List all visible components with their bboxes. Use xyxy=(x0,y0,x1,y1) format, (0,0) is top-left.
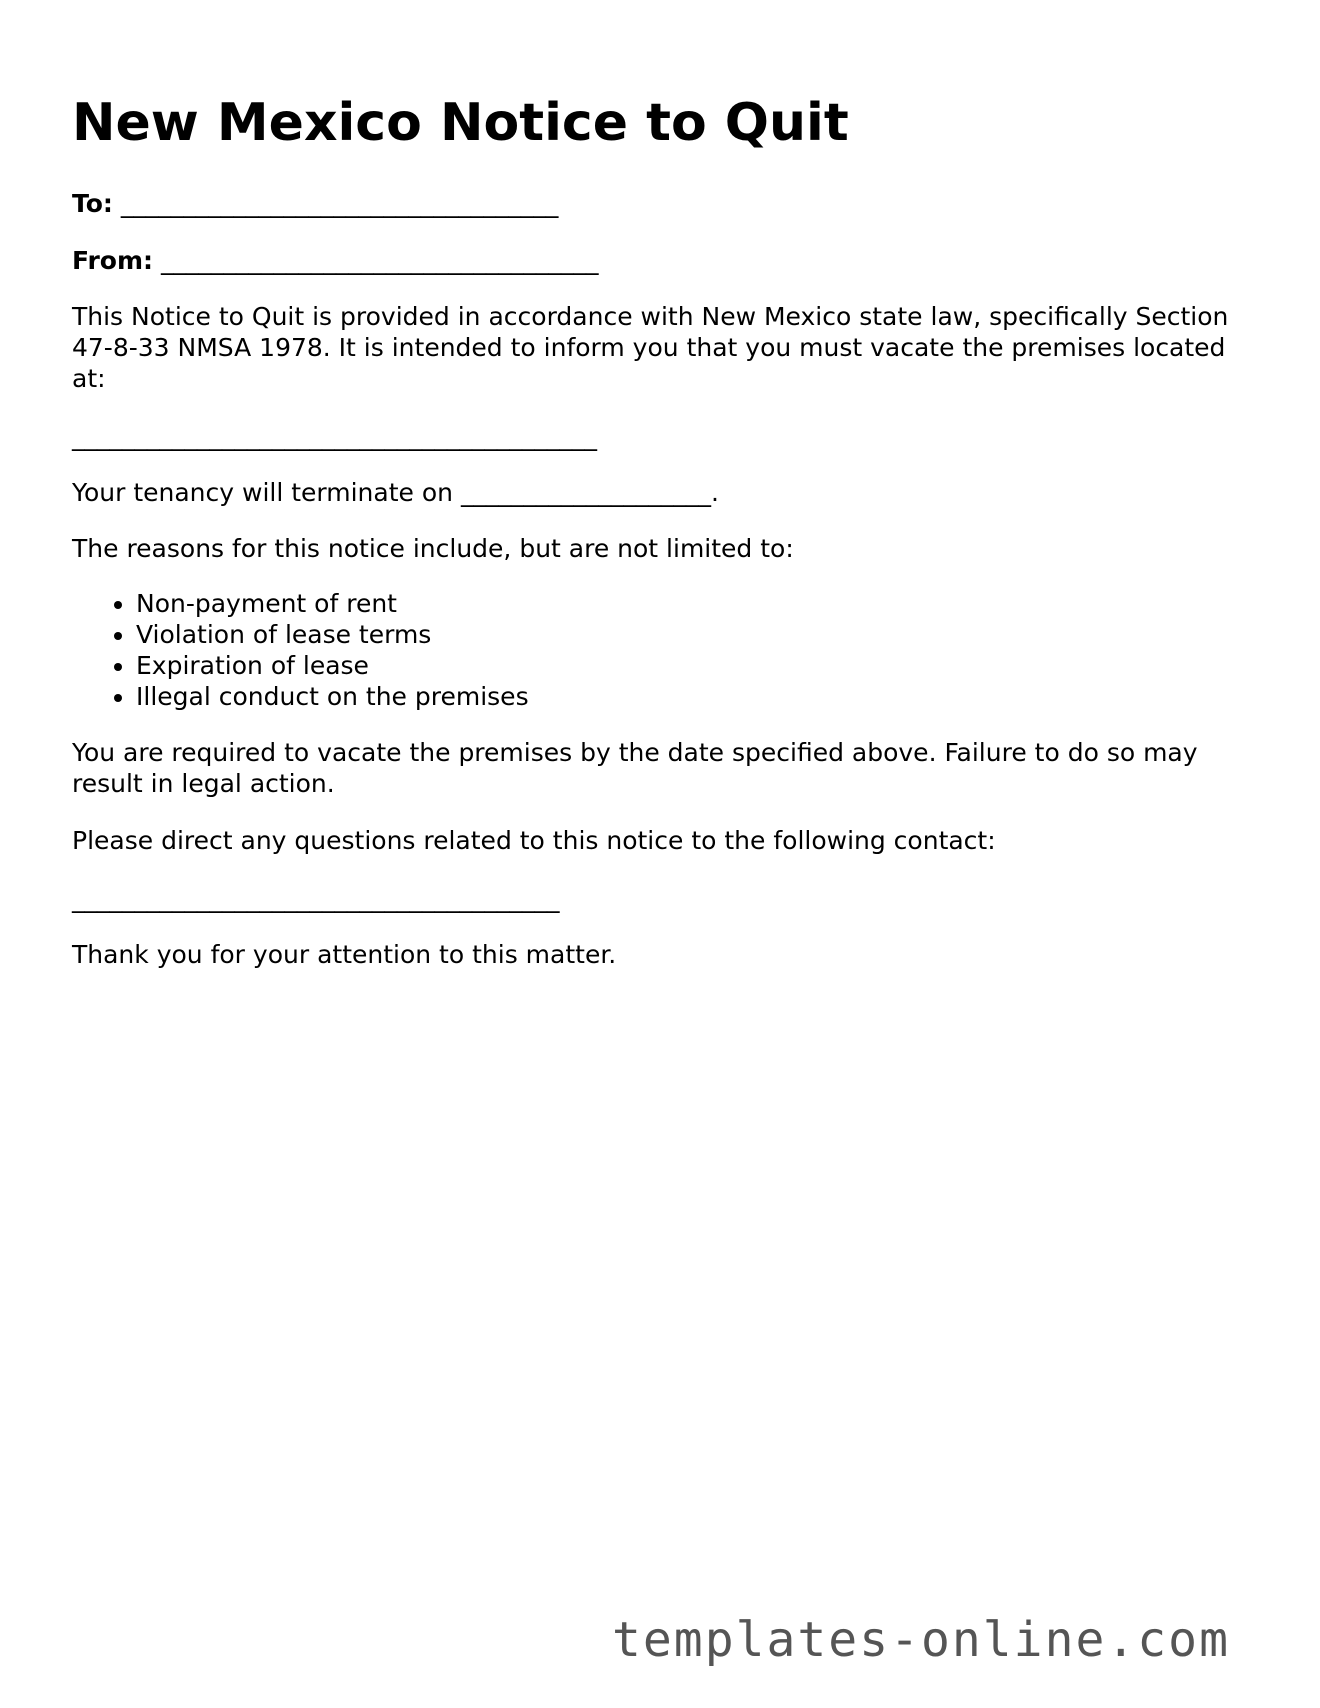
reasons-list xyxy=(72,588,529,712)
termination-date-blank[interactable]: ____________________ xyxy=(460,478,711,507)
from-label: From: xyxy=(72,246,154,275)
closing-line: Thank you for your attention to this matter. xyxy=(72,940,617,969)
termination-suffix: . xyxy=(710,478,719,507)
list-item: • Non-payment of rent xyxy=(136,588,529,619)
termination-line xyxy=(72,477,719,508)
from-line xyxy=(72,245,598,276)
contact-blank[interactable]: _______________________________________ xyxy=(72,884,560,913)
address-blank[interactable]: __________________________________________ xyxy=(72,422,597,451)
list-item: • Expiration of lease xyxy=(136,650,529,681)
contact-intro: Please direct any questions related to this notice to the following contact: xyxy=(72,826,996,855)
to-blank[interactable]: ___________________________________ xyxy=(120,189,559,218)
to-label: To: xyxy=(72,189,113,218)
intro-paragraph: This Notice to Quit is provided in accordance with New Mexico state law, specifically Section 47-8-33 NMSA 1978. It is intended to inform you that you must vacate the premises located at: xyxy=(72,302,1229,393)
to-line xyxy=(72,188,558,219)
list-item: • Illegal conduct on the premises xyxy=(136,681,529,712)
watermark: templates-online.com xyxy=(612,1612,1230,1668)
vacate-paragraph: You are required to vacate the premises by the date specified above. Failure to do so may result in legal action. xyxy=(72,738,1198,798)
termination-prefix: Your tenancy will terminate on xyxy=(72,478,453,507)
page-title: New Mexico Notice to Quit xyxy=(72,93,849,153)
from-blank[interactable]: ___________________________________ xyxy=(160,246,599,275)
list-item: • Violation of lease terms xyxy=(136,619,529,650)
reasons-intro: The reasons for this notice include, but are not limited to: xyxy=(72,534,794,563)
